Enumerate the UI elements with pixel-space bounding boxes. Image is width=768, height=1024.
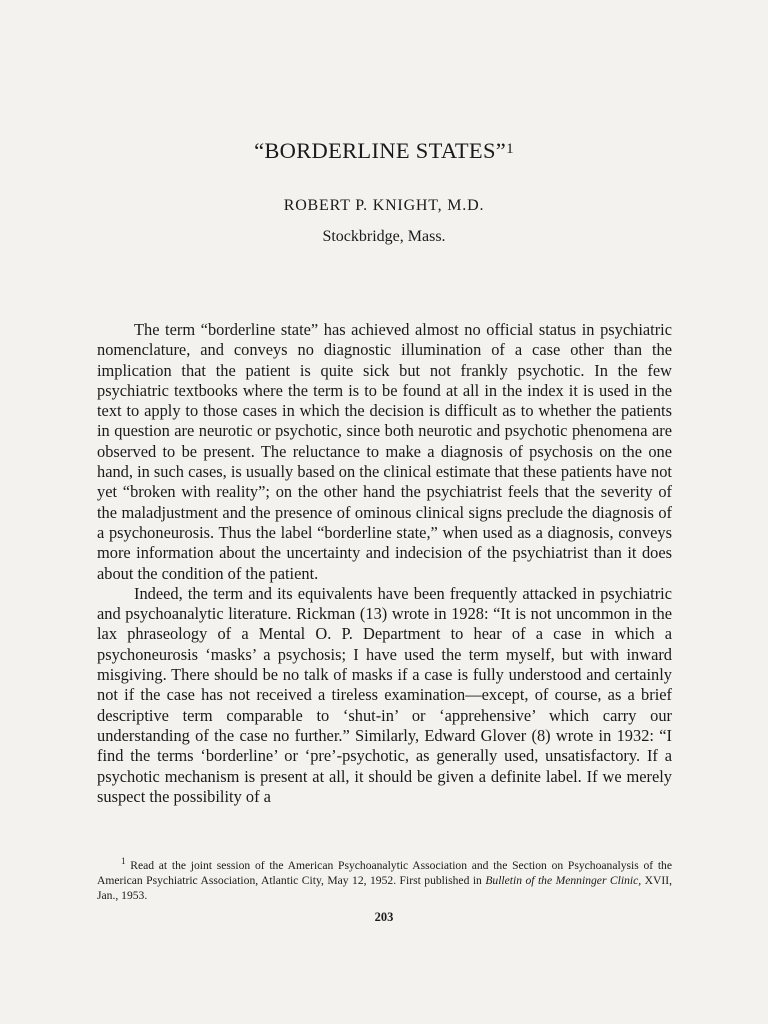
title-footnote-marker: 1 — [506, 141, 514, 157]
footnote-marker: 1 — [121, 856, 126, 866]
body-paragraph-1: The term “borderline state” has achieved almost no official status in psychiatric nomenclature, and conveys no diagnostic illumination of a case other than the implication that the patient is quite sick but not frankly psychotic. In the few psychiatric textbooks where the term is to be found at all in the index it is used in the text to apply to those cases in which the decision is difficult as to whether the patients in question are neurotic or psychotic, since both neurotic and psychotic phenomena are observed to be present. The reluctance to make a diagnosis of psychosis on the one hand, in such cases, is usually based on the clinical estimate that these patients have not yet “broken with reality”; on the other hand the psychiatrist feels that the severity of the maladjustment and the presence of ominous clinical signs preclude the diagnosis of a psychoneurosis. Thus the label “borderline state,” when used as a diagnosis, conveys more information about the uncertainty and indecision of the psychiatrist than it does about the condition of the patient. — [97, 320, 672, 583]
footnote — [97, 854, 672, 903]
body-paragraph-2: Indeed, the term and its equivalents have been frequently attacked in psychiatric and psychoanalytic literature. Rickman (13) wrote in 1928: “It is not uncommon in the lax phraseology of a Mental O. P. Department to hear of a case in which a psychoneurosis ‘masks’ a psychosis; I have used the term myself, but with inward misgiving. There should be no talk of masks if a case is fully understood and certainly not if the case has not received a tireless examination—except, of course, as a brief descriptive term comparable to ‘shut-in’ or ‘apprehensive’ which carry our understanding of the case no further.” Similarly, Edward Glover (8) wrote in 1932: “I find the terms ‘borderline’ or ‘pre’-psychotic, as generally used, unsatisfactory. If a psychotic mechanism is present at all, it should be given a definite label. If we merely suspect the possibility of a — [97, 583, 672, 806]
article-title — [0, 138, 768, 164]
article-title-text: “BORDERLINE STATES” — [254, 138, 507, 163]
footnote-journal: Bulletin of the Menninger Clinic, — [485, 873, 642, 887]
footnote-citation: XVII, Jan., 1953. — [97, 873, 672, 902]
page-number: 203 — [374, 910, 394, 924]
author-name: ROBERT P. KNIGHT, M.D. — [283, 197, 485, 214]
author-location: Stockbridge, Mass. — [322, 228, 446, 245]
footnote-text: Read at the joint session of the American Psychoanalytic Association and the Section on Psychoanalysis of the American Psychiatric Association, Atlantic City, May 12, 1952. First published in — [97, 858, 672, 887]
article-body — [97, 320, 672, 807]
